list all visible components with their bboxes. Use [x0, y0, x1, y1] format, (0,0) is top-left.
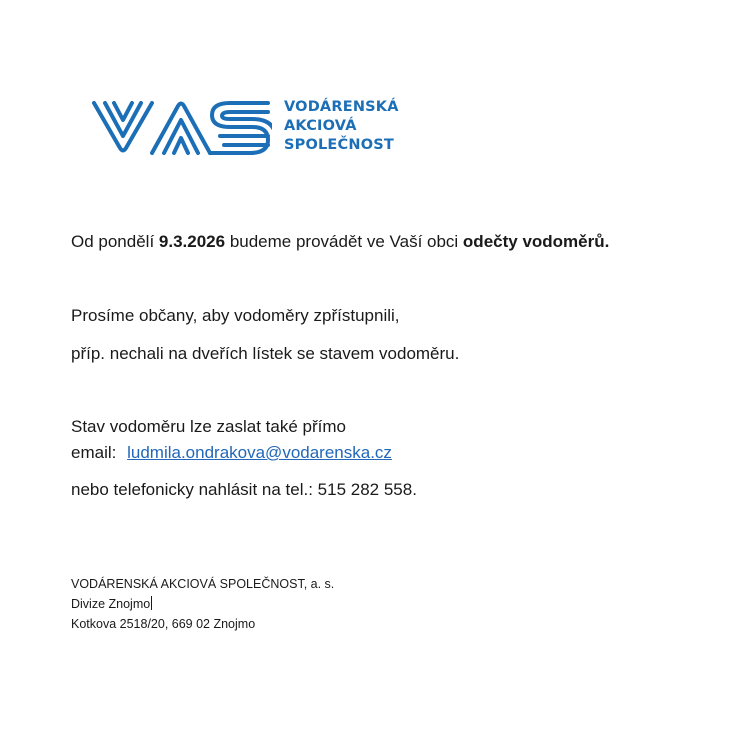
- footer-division-row: [71, 594, 334, 614]
- reading-subject: odečty vodoměrů.: [462, 232, 610, 251]
- announcement-pre: Od pondělí: [71, 232, 159, 251]
- email-link[interactable]: ludmila.ondrakova@vodarenska.cz: [127, 443, 392, 462]
- reading-announcement: [71, 231, 609, 253]
- email-label: email:: [71, 443, 117, 462]
- logo-line-3: SPOLEČNOST: [284, 137, 394, 153]
- reading-date: 9.3.2026: [158, 232, 226, 251]
- logo-wordmark: [284, 98, 399, 155]
- submit-info-line: Stav vodoměru lze zaslat také přímo: [71, 417, 346, 436]
- vas-logo-mark: [92, 98, 272, 160]
- logo-line-1: VODÁRENSKÁ: [284, 99, 399, 115]
- footer-company: VODÁRENSKÁ AKCIOVÁ SPOLEČNOST, a. s.: [71, 577, 335, 591]
- phone-line: nebo telefonicky nahlásit na tel.: 515 282 558.: [71, 480, 417, 499]
- footer-address: Kotkova 2518/20, 669 02 Znojmo: [71, 617, 256, 631]
- request-line-2: příp. nechali na dveřích lístek se stavem vodoměru.: [71, 344, 460, 363]
- logo-line-2: AKCIOVÁ: [284, 118, 357, 134]
- footer-division: Divize Znojmo: [71, 597, 151, 611]
- email-line: [71, 442, 392, 464]
- company-logo: [92, 98, 412, 160]
- announcement-mid: budeme provádět ve Vaší obci: [225, 232, 463, 251]
- request-line-1: Prosíme občany, aby vodoměry zpřístupnili,: [71, 306, 400, 325]
- footer-signature: [71, 574, 334, 634]
- text-cursor: [151, 596, 152, 610]
